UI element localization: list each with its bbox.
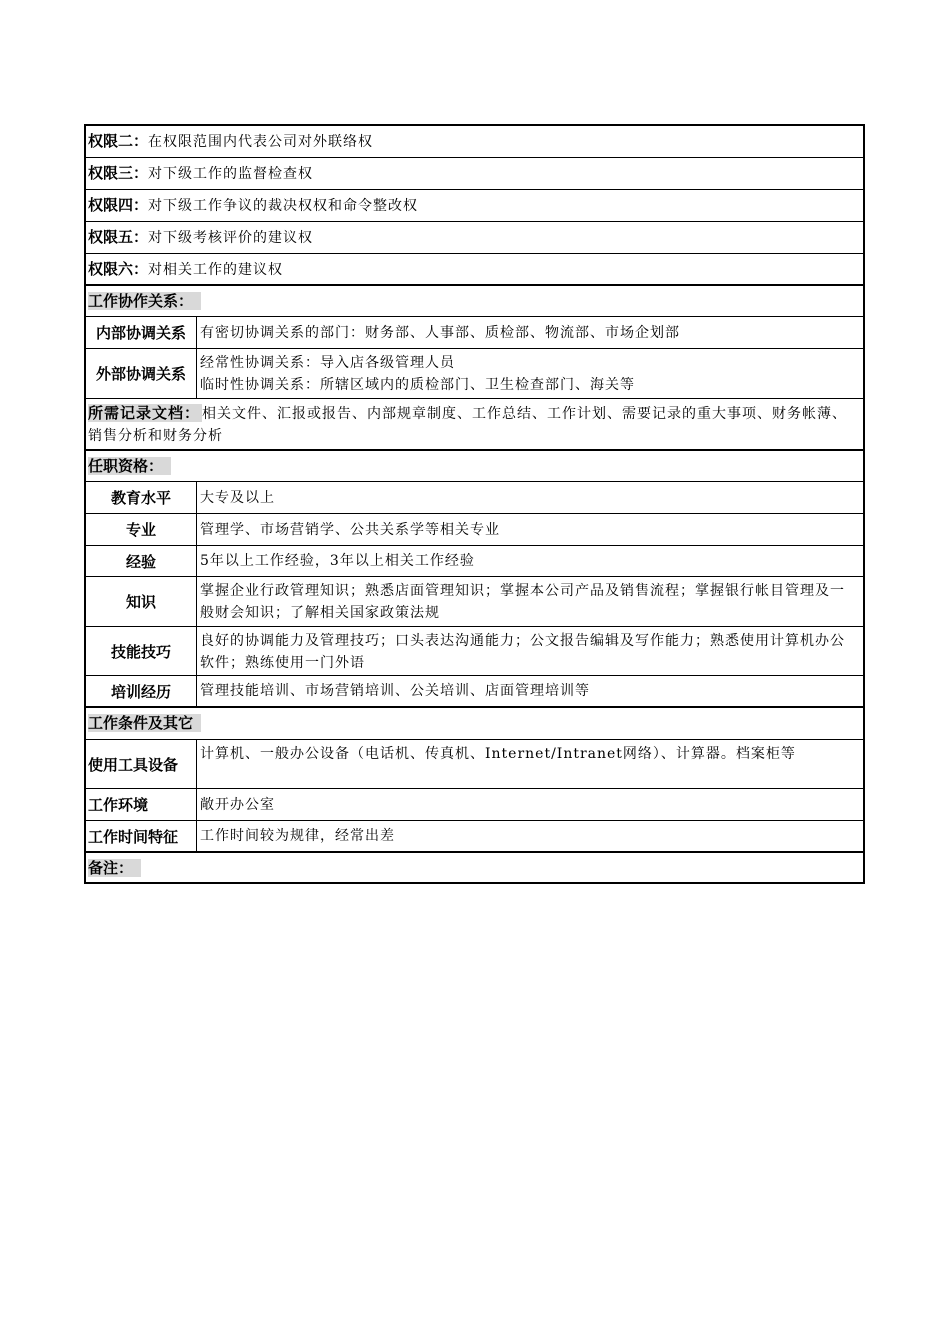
records-text: 相关文件、汇报或报告、内部规章制度、工作总结、工作计划、需要记录的重大事项、财务帐薄、销售分析和财务分析 bbox=[88, 406, 848, 444]
qualification-text: 大专及以上 bbox=[200, 489, 275, 506]
authority-row bbox=[86, 190, 863, 222]
qualifications-header-row bbox=[86, 451, 863, 482]
qualification-row bbox=[86, 676, 863, 708]
notes-row bbox=[86, 853, 863, 882]
internal-coordination-text: 有密切协调关系的部门：财务部、人事部、质检部、物流部、市场企划部 bbox=[200, 324, 680, 341]
conditions-header: 工作条件及其它 bbox=[88, 714, 201, 732]
qualification-label: 教育水平 bbox=[86, 482, 197, 513]
job-description-table bbox=[84, 124, 865, 884]
qualification-row bbox=[86, 577, 863, 627]
qualification-label: 知识 bbox=[86, 577, 197, 626]
authority-row bbox=[86, 222, 863, 254]
records-row bbox=[86, 399, 863, 451]
condition-text: 工作时间较为规律，经常出差 bbox=[200, 828, 395, 844]
coordination-header: 工作协作关系： bbox=[88, 292, 201, 310]
condition-row bbox=[86, 740, 863, 789]
qualification-text: 管理技能培训、市场营销培训、公关培训、店面管理培训等 bbox=[200, 683, 590, 699]
authority-label: 权限六： bbox=[88, 260, 149, 278]
authority-label: 权限五： bbox=[88, 228, 149, 246]
qualifications-header: 任职资格： bbox=[88, 457, 171, 475]
authority-text: 对下级工作争议的裁决权权和命令整改权 bbox=[148, 198, 419, 214]
qualification-label: 经验 bbox=[86, 546, 197, 576]
authority-text: 对下级考核评价的建议权 bbox=[148, 230, 314, 246]
authority-row bbox=[86, 158, 863, 190]
qualification-row bbox=[86, 514, 863, 546]
condition-text: 敞开办公室 bbox=[200, 796, 275, 813]
condition-row bbox=[86, 789, 863, 821]
authority-text: 对相关工作的建议权 bbox=[148, 262, 284, 278]
authority-text: 对下级工作的监督检查权 bbox=[148, 166, 314, 182]
authority-label: 权限三： bbox=[88, 164, 149, 182]
internal-coordination-row bbox=[86, 317, 863, 349]
authority-row bbox=[86, 254, 863, 286]
notes-label: 备注： bbox=[88, 859, 141, 877]
authority-row bbox=[86, 126, 863, 158]
qualification-text: 管理学、市场营销学、公共关系学等相关专业 bbox=[200, 521, 500, 538]
condition-label: 工作时间特征 bbox=[86, 821, 197, 851]
condition-row bbox=[86, 821, 863, 853]
authority-text: 在权限范围内代表公司对外联络权 bbox=[148, 134, 374, 150]
external-coordination-line: 临时性协调关系：所辖区域内的质检部门、卫生检查部门、海关等 bbox=[200, 377, 635, 393]
qualification-label: 技能技巧 bbox=[86, 627, 197, 675]
coordination-header-row bbox=[86, 286, 863, 317]
conditions-header-row bbox=[86, 708, 863, 740]
authority-label: 权限二： bbox=[88, 132, 149, 150]
condition-label: 工作环境 bbox=[86, 789, 197, 820]
qualification-label: 专业 bbox=[86, 514, 197, 545]
qualification-text: 掌握企业行政管理知识；熟悉店面管理知识；掌握本公司产品及销售流程；掌握银行帐目管理及一般财会知识；了解相关国家政策法规 bbox=[200, 583, 845, 621]
qualification-row bbox=[86, 546, 863, 577]
condition-text: 计算机、一般办公设备（电话机、传真机、Internet/Intranet网络）、计算器。档案柜等 bbox=[200, 746, 796, 762]
qualification-row bbox=[86, 482, 863, 514]
qualification-text: 良好的协调能力及管理技巧；口头表达沟通能力；公文报告编辑及写作能力；熟悉使用计算机办公软件；熟练使用一门外语 bbox=[200, 633, 845, 671]
qualification-text: 5年以上工作经验，3年以上相关工作经验 bbox=[200, 553, 475, 569]
authority-label: 权限四： bbox=[88, 196, 149, 214]
internal-coordination-label: 内部协调关系 bbox=[86, 317, 197, 348]
condition-label: 使用工具设备 bbox=[86, 740, 197, 788]
external-coordination-label: 外部协调关系 bbox=[86, 349, 197, 398]
qualification-label: 培训经历 bbox=[86, 676, 197, 706]
records-label: 所需记录文档： bbox=[88, 404, 201, 422]
qualification-row bbox=[86, 627, 863, 676]
external-coordination-line: 经常性协调关系：导入店各级管理人员 bbox=[200, 355, 455, 371]
external-coordination-row bbox=[86, 349, 863, 399]
